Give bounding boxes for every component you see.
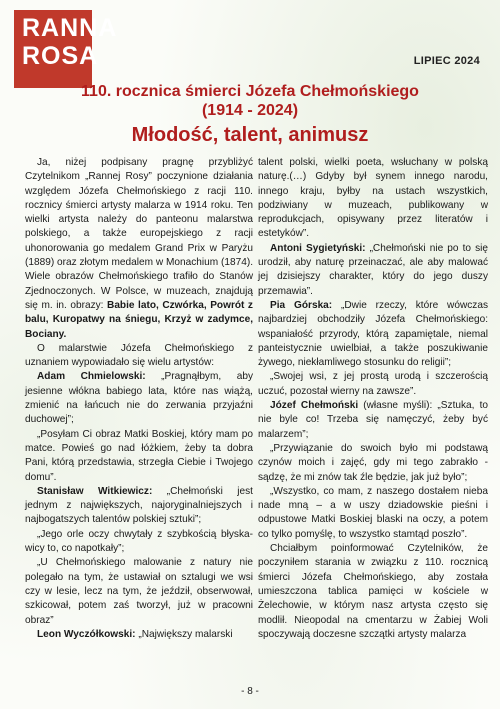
quote-text: „Chełmoński jest jednym z największych, najoryginalniejszych i najbogatszych talentów polskiej sztuki”; bbox=[25, 485, 253, 526]
logo-line-rosa: ROSA bbox=[22, 42, 99, 70]
quote-text: „Pragnąłbym, aby jesienne włókna babiego lata, które nas wiążą, zmienić na łańcuch nie do zerwania przyjaźni duchowej”; bbox=[25, 371, 253, 426]
article-title-line2: (1914 - 2024) bbox=[201, 102, 299, 119]
speaker-name: Pia Górska: bbox=[270, 299, 333, 311]
speaker-name: Leon Wyczółkowski: bbox=[37, 628, 136, 640]
quote-paragraph bbox=[258, 299, 488, 370]
quote-paragraph: „Posyłam Ci obraz Matki Boskiej, który mam po matce. Powieś go nad łóżkiem, żeby ta dobra Pani, którą przedstawia, strzegła Ciebie i Twojego domu”. bbox=[25, 428, 253, 483]
quote-paragraph: „Swojej wsi, z jej prostą urodą i szczerością uczuć, pozostał wierny na zawsze”. bbox=[258, 371, 488, 397]
paragraph: O malarstwie Józefa Chełmońskiego z uznaniem wypowiadało się wielu artystów: bbox=[25, 342, 253, 369]
quote-paragraph bbox=[25, 485, 253, 528]
speaker-name: Józef Chełmoński bbox=[270, 400, 359, 412]
quote-paragraph bbox=[25, 628, 253, 642]
article-title-line1: 110. rocznica śmierci Józefa Chełmońskiego bbox=[81, 83, 419, 100]
quote-paragraph: „Przywiązanie do swoich było mi podstawą czynów moich i zajęć, gdy mi tego zabrakło - sądzę, że mi znów tak źle będzie, jak już było”; bbox=[258, 442, 488, 483]
article-subtitle: Młodość, talent, animusz bbox=[131, 124, 369, 146]
left-column bbox=[25, 156, 253, 642]
page-number: - 8 - bbox=[241, 686, 259, 697]
speaker-name: Adam Chmielowski: bbox=[37, 371, 146, 383]
quote-text: „Chełmoński nie po to się urodził, aby naturę przeinaczać, ale aby malować jej dzisiejszy charakter, który do jego duszy przemawia”. bbox=[258, 242, 488, 297]
quote-paragraph: „Wszystko, co mam, z naszego dostałem nieba nade mną – a w uszy dziadowskie pieśni i odpustowe Matki Boskiej blaski na oczy, a potem co tylko pomyślę, to wszystko stamtąd poszło”. bbox=[258, 485, 488, 540]
quote-text: (własne myśli): „Sztuka, to nie byle co! Trzeba się namęczyć, żeby być malarzem”; bbox=[258, 400, 488, 440]
article-title bbox=[0, 82, 500, 120]
painting-titles: Babie lato, Czwórka, Powrót z balu, Kuropatwy na śniegu, Krzyż w zadymce, Bociany. bbox=[25, 299, 253, 340]
right-column bbox=[258, 156, 488, 642]
quote-paragraph: „U Chełmońskiego malowanie z natury nie polegało na tym, że ustawiał on sztalugi we wsi czy w lesie, lecz na tym, że jeździł, obserwował, szkicował, potem zaś tworzył, już w pracowni obraz” bbox=[25, 557, 253, 626]
quote-text: „Największy malarski bbox=[135, 628, 233, 640]
intro-text: Ja, niżej podpisany pragnę przybliżyć Czytelnikom „Rannej Rosy” poczynione działania względem Józefa Chełmońskiego z racji 110. rocznicy śmierci artysty malarza w 1914 roku. Ten wielki artysta należy do panteonu malarstwa polskiego, a także europejskiego z racji uhonorowania go medalem Grand Prix w Paryżu (1889) oraz złotym medalem w Monachium (1874). Wiele obrazów Chełmońskiego trafiło do Stanów Zjednoczonych. W Polsce, w muzeach, znajdują się m. in. obrazy: bbox=[25, 157, 253, 311]
paragraph-intro bbox=[25, 156, 253, 342]
quote-paragraph: „Jego orle oczy chwytały z szybkością błyska-wicy to, co napotkały”; bbox=[25, 528, 253, 555]
quote-text: „Dwie rzeczy, które wówczas najbardziej obchodziły Józefa Chełmońskiego: wspaniałość przyrody, którą zapamiętale, niemal panteistycznie uwielbiał, a także poszukiwanie żywego, niekłamliwego stosunku do religii”; bbox=[258, 299, 488, 369]
speaker-name: Stanisław Witkiewicz: bbox=[37, 485, 153, 497]
quote-paragraph bbox=[258, 399, 488, 442]
quote-paragraph bbox=[258, 242, 488, 299]
issue-date: LIPIEC 2024 bbox=[413, 55, 480, 67]
paragraph: Chciałbym poinformować Czytelników, że poczyniłem starania w związku z 110. rocznicą śmierci Józefa Chełmońskiego, aby została umieszczona tablica pamięci w kościele w Żelechowie, w którym nasz artysta często się modlił. Nieopodal na cmentarzu w Żabiej Woli spoczywają doczesne szczątki artysty malarza bbox=[258, 543, 488, 640]
magazine-logo bbox=[14, 10, 118, 88]
quote-paragraph bbox=[25, 370, 253, 427]
logo-line-ranna: RANNA bbox=[22, 14, 118, 42]
speaker-name: Antoni Sygietyński: bbox=[270, 242, 366, 254]
paragraph: talent polski, wielki poeta, wsłuchany w polską naturę.(…) Gdyby był synem innego narodu, innego kraju, byłby na ustach wszystkich, podziwiany w muzeach, publikowany w reprodukcjach, opisywany przez literatów i estetyków”. bbox=[258, 157, 488, 240]
